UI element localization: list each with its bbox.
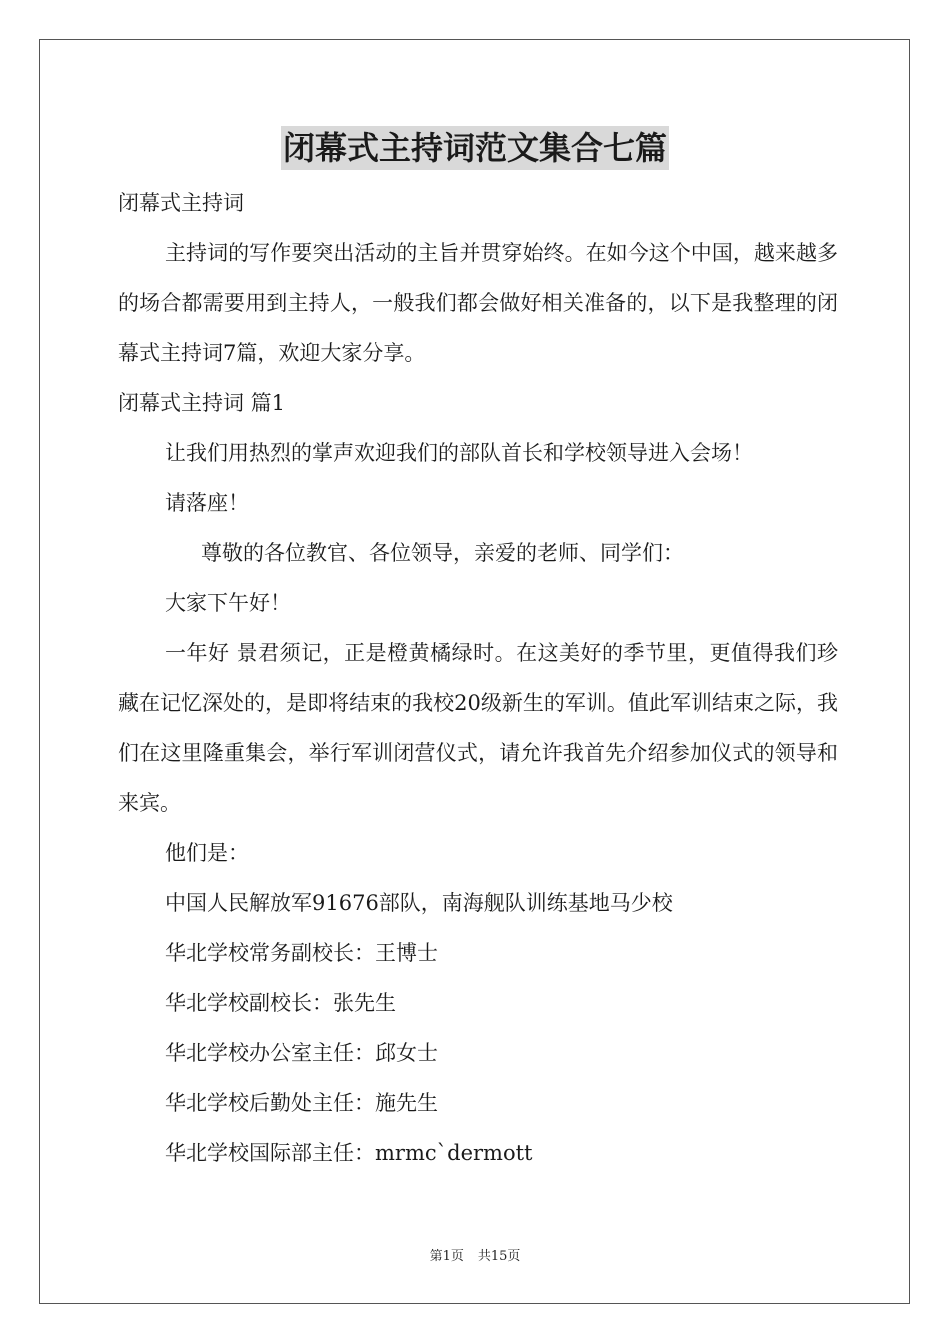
guest-line: 华北学校后勤处主任：施先生 bbox=[165, 1091, 438, 1115]
section-heading: 闭幕式主持词 bbox=[118, 191, 244, 215]
page-number: 第1页 bbox=[429, 1249, 464, 1264]
guest-line: 中国人民解放军91676部队，南海舰队训练基地马少校 bbox=[165, 891, 673, 915]
document-title: 闭幕式主持词范文集合七篇 bbox=[281, 126, 669, 170]
paragraph: 让我们用热烈的掌声欢迎我们的部队首长和学校领导进入会场！ bbox=[165, 441, 753, 465]
document-body bbox=[118, 178, 838, 1178]
paragraph: 大家下午好！ bbox=[165, 591, 291, 615]
section-heading: 闭幕式主持词 篇1 bbox=[118, 391, 286, 415]
title-container bbox=[0, 126, 950, 170]
paragraph: 尊敬的各位教官、各位领导，亲爱的老师、同学们： bbox=[201, 541, 684, 565]
page-total: 共15页 bbox=[477, 1249, 521, 1264]
guest-line: 华北学校副校长：张先生 bbox=[165, 991, 396, 1015]
page-footer bbox=[0, 1245, 950, 1264]
intro-paragraph: 主持词的写作要突出活动的主旨并贯穿始终。在如今这个中国，越来越多的场合都需要用到主持人，一般我们都会做好相关准备的，以下是我整理的闭幕式主持词7篇，欢迎大家分享。 bbox=[118, 241, 838, 365]
paragraph: 他们是： bbox=[165, 841, 249, 865]
guest-line: 华北学校办公室主任：邱女士 bbox=[165, 1041, 438, 1065]
paragraph: 请落座！ bbox=[165, 491, 249, 515]
paragraph: 一年好 景君须记，正是橙黄橘绿时。在这美好的季节里，更值得我们珍藏在记忆深处的，是即将结束的我校20级新生的军训。值此军训结束之际，我们在这里隆重集会，举行军训闭营仪式，请允许我首先介绍参加仪式的领导和来宾。 bbox=[118, 641, 838, 815]
guest-line: 华北学校常务副校长：王博士 bbox=[165, 941, 438, 965]
guest-line: 华北学校国际部主任：mrmc`dermott bbox=[165, 1141, 533, 1165]
